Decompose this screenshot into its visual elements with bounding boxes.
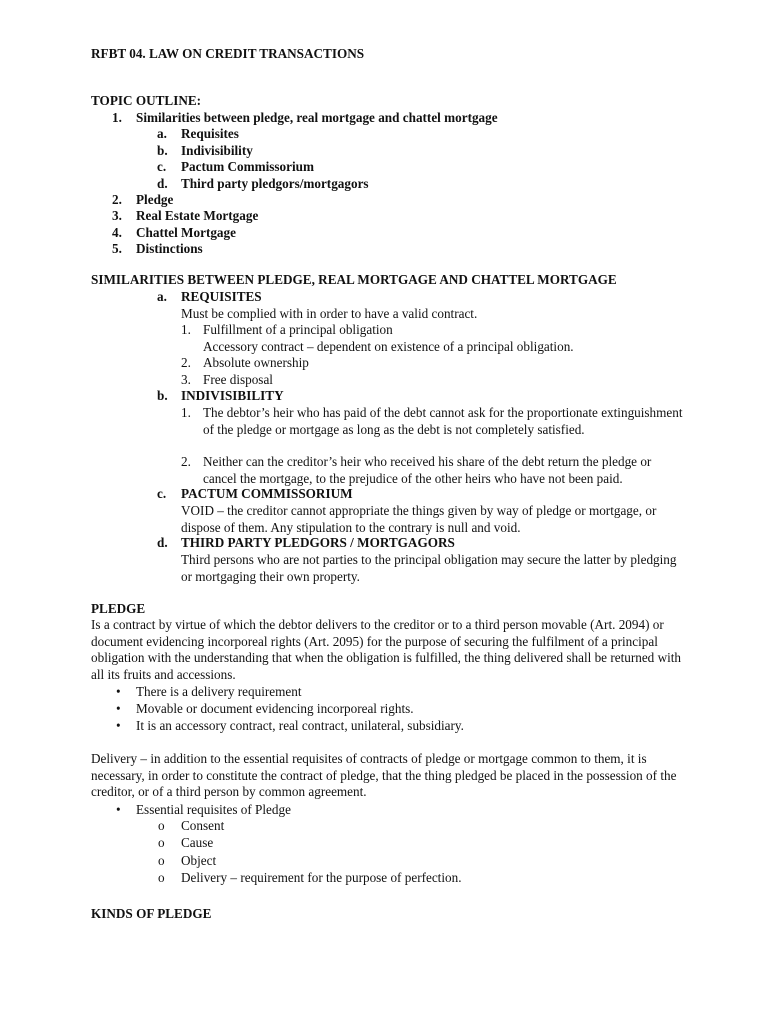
outline-item-text: Real Estate Mortgage (136, 208, 259, 223)
sub-bullet-icon: o (158, 870, 165, 885)
outline-subitem-letter: c. (157, 159, 167, 174)
outline-item-number: 1. (112, 110, 122, 125)
outline-subitem-text: Third party pledgors/mortgagors (181, 176, 369, 191)
kinds-of-pledge-heading: KINDS OF PLEDGE (91, 906, 212, 921)
pledge-bullet: Movable or document evidencing incorporeal rights. (136, 701, 414, 716)
outline-subitem-text: Requisites (181, 126, 239, 141)
requisite-item: Fulfillment of a principal obligation (203, 322, 393, 337)
delivery-paragraph: Delivery – in addition to the essential requisites of contracts of pledge or mortgage common to them, it is necessary, in order to constitute the contract of pledge, that the thing pledged be placed in the possession of the creditor, or of a third person by common agreement. (91, 751, 677, 799)
outline-subitem-letter: b. (157, 143, 168, 158)
section-letter: a. (157, 289, 167, 304)
sub-bullet-icon: o (158, 853, 165, 868)
third-party-text: Third persons who are not parties to the principal obligation may secure the latter by pledging or mortgaging their own property. (181, 552, 677, 584)
list-number: 2. (181, 454, 191, 469)
outline-item-number: 4. (112, 225, 122, 240)
section-letter: b. (157, 388, 168, 403)
outline-heading: TOPIC OUTLINE: (91, 93, 202, 108)
outline-subitem-letter: a. (157, 126, 167, 141)
outline-subitem-text: Pactum Commissorium (181, 159, 314, 174)
sub-bullet-icon: o (158, 818, 165, 833)
outline-item-text: Chattel Mortgage (136, 225, 236, 240)
essential-item: Cause (181, 835, 214, 850)
section-letter: d. (157, 535, 168, 550)
requisite-note: Accessory contract – dependent on existence of a principal obligation. (203, 339, 574, 354)
pledge-definition: Is a contract by virtue of which the debtor delivers to the creditor or to a third person movable (Art. 2094) or document evidencing incorporeal rights (Art. 2095) for the purpose of securing the fulfilment of a principal obligation with the understanding that when the obligation is fulfilled, the thing delivered shall be returned with all its fruits and accessions. (91, 617, 682, 682)
indivisibility-item: The debtor’s heir who has paid of the debt cannot ask for the proportionate extinguishment of the pledge or mortgage as long as the debt is not completely satisfied. (203, 405, 683, 437)
bullet-icon: • (116, 802, 121, 817)
outline-item-number: 2. (112, 192, 122, 207)
outline-item-number: 3. (112, 208, 122, 223)
indivisibility-item: Neither can the creditor’s heir who received his share of the debt return the pledge or cancel the mortgage, to the prejudice of the other heirs who have not been paid. (203, 454, 652, 486)
sub-bullet-icon: o (158, 835, 165, 850)
pactum-text: VOID – the creditor cannot appropriate the things given by way of pledge or mortgage, or dispose of them. Any stipulation to the contrary is null and void. (181, 503, 657, 535)
bullet-icon: • (116, 718, 121, 733)
outline-subitem-letter: d. (157, 176, 168, 191)
outline-item-text: Pledge (136, 192, 174, 207)
list-number: 1. (181, 322, 191, 337)
list-number: 3. (181, 372, 191, 387)
requisite-item: Free disposal (203, 372, 273, 387)
outline-item-text: Distinctions (136, 241, 203, 256)
pledge-bullet: It is an accessory contract, real contract, unilateral, subsidiary. (136, 718, 464, 733)
outline-item-text: Similarities between pledge, real mortgage and chattel mortgage (136, 110, 498, 125)
list-number: 1. (181, 405, 191, 420)
essential-item: Consent (181, 818, 225, 833)
bullet-icon: • (116, 701, 121, 716)
pledge-heading: PLEDGE (91, 601, 146, 616)
requisite-item: Absolute ownership (203, 355, 309, 370)
pledge-bullet: There is a delivery requirement (136, 684, 302, 699)
requisites-intro: Must be complied with in order to have a valid contract. (181, 306, 478, 321)
similarities-heading: SIMILARITIES BETWEEN PLEDGE, REAL MORTGAGE AND CHATTEL MORTGAGE (91, 272, 617, 287)
essential-item: Delivery – requirement for the purpose of perfection. (181, 870, 462, 885)
requisites-title: REQUISITES (181, 289, 262, 304)
indivisibility-title: INDIVISIBILITY (181, 388, 284, 403)
document-title: RFBT 04. LAW ON CREDIT TRANSACTIONS (91, 46, 365, 61)
pactum-title: PACTUM COMMISSORIUM (181, 486, 353, 501)
section-letter: c. (157, 486, 167, 501)
outline-subitem-text: Indivisibility (181, 143, 253, 158)
list-number: 2. (181, 355, 191, 370)
third-party-title: THIRD PARTY PLEDGORS / MORTGAGORS (181, 535, 455, 550)
bullet-icon: • (116, 684, 121, 699)
essential-item: Object (181, 853, 217, 868)
outline-item-number: 5. (112, 241, 122, 256)
essential-requisites-bullet: Essential requisites of Pledge (136, 802, 291, 817)
